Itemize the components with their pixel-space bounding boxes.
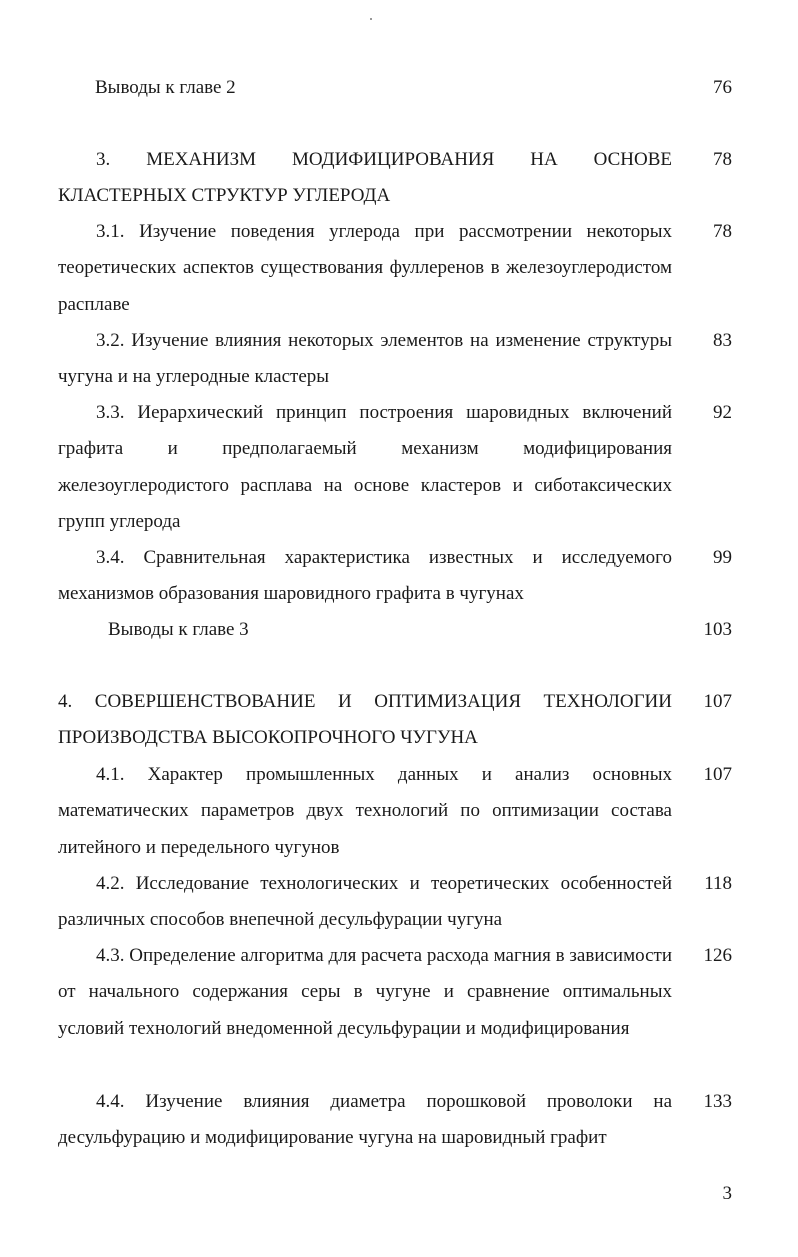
toc-entry-page: 126 [703,945,732,966]
toc-entry-text: 3. МЕХАНИЗМ МОДИФИЦИРОВАНИЯ НА ОСНОВЕ КЛАСТЕРНЫХ СТРУКТУР УГЛЕРОДА [58,149,672,207]
toc-entry-page: 107 [703,764,732,785]
toc-entry-page: 107 [703,691,732,712]
scan-speck [370,18,372,20]
toc-entry-text: 4.4. Изучение влияния диаметра порошковой проволоки на десульфурацию и модифицирование чугуна на шаровидный графит [58,1091,672,1149]
toc-entry-text: 4. СОВЕРШЕНСТВОВАНИЕ И ОПТИМИЗАЦИЯ ТЕХНОЛОГИИ ПРОИЗВОДСТВА ВЫСОКОПРОЧНОГО ЧУГУНА [58,691,672,749]
toc-entry-text: 3.1. Изучение поведения углерода при рассмотрении некоторых теоретических аспектов существования фуллеренов в железоуглеродистом расплаве [58,221,672,315]
toc-entry-3-3 [58,395,672,541]
toc-entry-page: 78 [713,149,732,170]
toc-entry-page: 103 [703,619,732,640]
toc-entry-text: 3.3. Иерархический принцип построения шаровидных включений графита и предполагаемый механизм модифицирования железоуглеродистого расплава на основе кластеров и сиботаксических групп углерода [58,402,672,533]
toc-entry-page: 78 [713,221,732,242]
toc-entry-text: 4.3. Определение алгоритма для расчета расхода магния в зависимости от начального содержания серы в чугуне и сравнение оптимальных условий технологий внедоменной десульфурации и модифицирования [58,945,672,1039]
toc-entry-text: Выводы к главе 2 [95,77,236,98]
toc-entry-text: 3.2. Изучение влияния некоторых элементов на изменение структуры чугуна и на углеродные кластеры [58,330,672,388]
toc-entry-3-2 [58,323,672,396]
toc-entry-chapter-3 [58,142,672,215]
toc-entry-text: 4.1. Характер промышленных данных и анализ основных математических параметров двух технологий по оптимизации состава литейного и передельного чугунов [58,764,672,858]
toc-entry-3-1 [58,214,672,323]
toc-entry-page: 133 [703,1091,732,1112]
toc-entry-text: 4.2. Исследование технологических и теоретических особенностей различных способов внепечной десульфурации чугуна [58,873,672,931]
toc-entry-chapter-4 [58,684,672,757]
toc-entry-page: 99 [713,547,732,568]
toc-entry-conclusions-ch2 [95,70,495,106]
toc-entry-conclusions-ch3 [108,612,508,648]
toc-entry-4-2 [58,866,672,939]
toc-entry-4-3 [58,938,672,1047]
toc-entry-page: 92 [713,402,732,423]
toc-entry-page: 76 [713,77,732,98]
toc-entry-page: 118 [704,873,732,894]
page-number: 3 [722,1183,732,1204]
toc-entry-text: 3.4. Сравнительная характеристика известных и исследуемого механизмов образования шаровидного графита в чугунах [58,547,672,605]
toc-entry-4-4 [58,1084,672,1157]
toc-entry-4-1 [58,757,672,866]
toc-entry-text: Выводы к главе 3 [108,619,249,640]
toc-entry-3-4 [58,540,672,613]
toc-entry-page: 83 [713,330,732,351]
